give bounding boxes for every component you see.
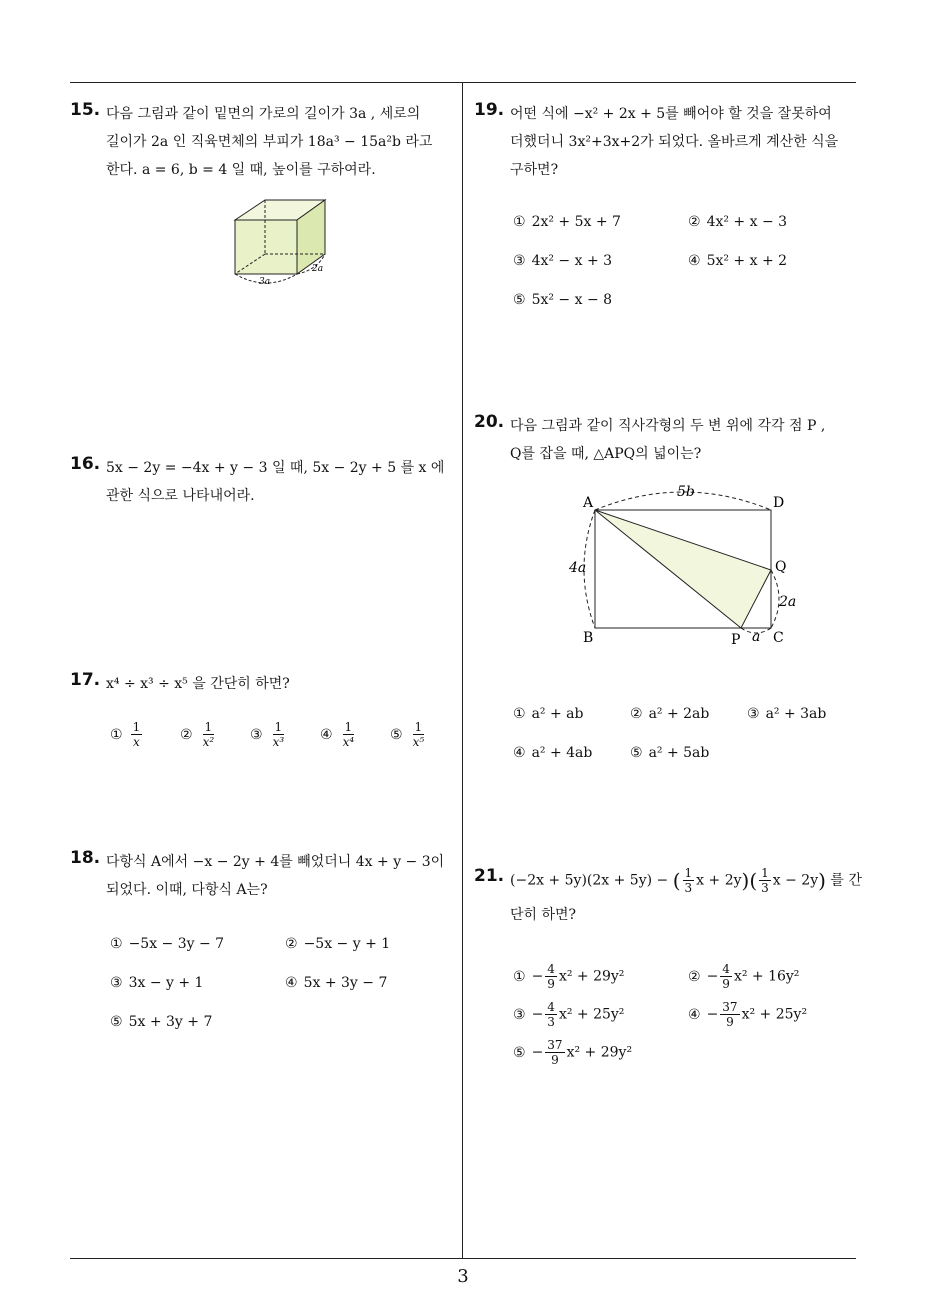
choice-20-4[interactable]: ④ a² + 4ab bbox=[513, 745, 593, 761]
cuboid-figure bbox=[225, 192, 335, 290]
choice-20-5[interactable]: ⑤ a² + 5ab bbox=[630, 745, 710, 761]
label-C: C bbox=[773, 630, 784, 646]
choice-18-4[interactable]: ④ 5x + 3y − 7 bbox=[285, 975, 388, 991]
label-top: 5b bbox=[677, 484, 695, 500]
choice-18-1[interactable]: ① −5x − 3y − 7 bbox=[110, 936, 225, 952]
label-depth: 2a bbox=[312, 264, 324, 274]
question-text: 어떤 식에 −x² + 2x + 5를 빼어야 할 것을 잘못하여 더했더니 3x²+3x+2가 되었다. 올바르게 계산한 식을 구하면? bbox=[510, 106, 839, 178]
choice-19-2[interactable]: ② 4x² + x − 3 bbox=[688, 214, 788, 230]
label-Q: Q bbox=[775, 559, 787, 575]
choice-21-1[interactable]: ① − $\frac{4}{9}$ x² + 29y² bbox=[513, 962, 625, 991]
question-number: 19. bbox=[474, 100, 505, 120]
choice-19-4[interactable]: ④ 5x² + x + 2 bbox=[688, 253, 788, 269]
choice-19-5[interactable]: ⑤ 5x² − x − 8 bbox=[513, 292, 613, 308]
question-text: x⁴ ÷ x³ ÷ x⁵ 을 간단히 하면? bbox=[106, 676, 290, 692]
choice-18-3[interactable]: ③ 3x − y + 1 bbox=[110, 975, 204, 991]
question-number: 15. bbox=[70, 100, 101, 120]
choice-21-3[interactable]: ③ − $\frac{4}{3}$ x² + 25y² bbox=[513, 1000, 625, 1029]
rectangle-figure bbox=[565, 480, 805, 650]
label-width: 3a bbox=[259, 277, 271, 287]
choice-21-2[interactable]: ② − $\frac{4}{9}$ x² + 16y² bbox=[688, 962, 800, 991]
choice-17-2[interactable]: ② $\frac{1}{\text{x²}}$ bbox=[180, 720, 215, 749]
question-number: 21. bbox=[474, 866, 505, 886]
label-left: 4a bbox=[569, 560, 587, 576]
top-rule bbox=[70, 82, 856, 83]
question-number: 18. bbox=[70, 848, 101, 868]
choice-18-5[interactable]: ⑤ 5x + 3y + 7 bbox=[110, 1014, 213, 1030]
choice-17-4[interactable]: ④ $\frac{1}{\text{x⁴}}$ bbox=[320, 720, 355, 749]
question-text: (−2x + 5y)(2x + 5y) − ( $\frac{1}{3}$ x + 2y)( $\frac{1}{3}$ x − 2y) 를 간 단히 하면? bbox=[510, 866, 862, 923]
column-divider bbox=[462, 82, 463, 1258]
choice-18-2[interactable]: ② −5x − y + 1 bbox=[285, 936, 391, 952]
question-number: 17. bbox=[70, 670, 101, 690]
label-bottom: a bbox=[752, 629, 761, 645]
label-D: D bbox=[773, 495, 785, 511]
choice-20-2[interactable]: ② a² + 2ab bbox=[630, 706, 710, 722]
choice-19-1[interactable]: ① 2x² + 5x + 7 bbox=[513, 214, 621, 230]
question-number: 16. bbox=[70, 454, 101, 474]
label-P: P bbox=[731, 632, 741, 648]
question-text: 다음 그림과 같이 직사각형의 두 변 위에 각각 점 P , Q를 잡을 때, △APQ의 넓이는? bbox=[510, 418, 826, 462]
choice-17-3[interactable]: ③ $\frac{1}{\text{x³}}$ bbox=[250, 720, 285, 749]
label-B: B bbox=[583, 630, 594, 646]
question-text: 다음 그림과 같이 밑면의 가로의 길이가 3a , 세로의 길이가 2a 인 직육면체의 부피가 18a³ − 15a²b 라고 한다. a = 6, b = 4 일 때, 높이를 구하여라. bbox=[106, 106, 433, 178]
bottom-rule bbox=[70, 1258, 856, 1259]
label-right: 2a bbox=[779, 594, 797, 610]
choice-21-5[interactable]: ⑤ − $\frac{37}{9}$ x² + 29y² bbox=[513, 1038, 633, 1067]
question-number: 20. bbox=[474, 412, 505, 432]
choice-19-3[interactable]: ③ 4x² − x + 3 bbox=[513, 253, 613, 269]
choice-17-5[interactable]: ⑤ $\frac{1}{\text{x⁵}}$ bbox=[390, 720, 425, 749]
question-expression: (−2x + 5y)(2x + 5y) − ( $\frac{1}{3}$ x + 2y)( $\frac{1}{3}$ x − 2y) 를 간 bbox=[510, 866, 862, 895]
choice-20-1[interactable]: ① a² + ab bbox=[513, 706, 584, 722]
page-number: 3 bbox=[457, 1266, 469, 1287]
choice-21-4[interactable]: ④ − $\frac{37}{9}$ x² + 25y² bbox=[688, 1000, 808, 1029]
question-text: 다항식 A에서 −x − 2y + 4를 빼었더니 4x + y − 3이 되었다. 이때, 다항식 A는? bbox=[106, 854, 445, 898]
choice-20-3[interactable]: ③ a² + 3ab bbox=[747, 706, 827, 722]
label-A: A bbox=[583, 495, 594, 511]
question-text: 5x − 2y = −4x + y − 3 일 때, 5x − 2y + 5 를 x 에 관한 식으로 나타내어라. bbox=[106, 460, 445, 504]
choice-17-1[interactable]: ① $\frac{1}{x}$ bbox=[110, 720, 141, 749]
